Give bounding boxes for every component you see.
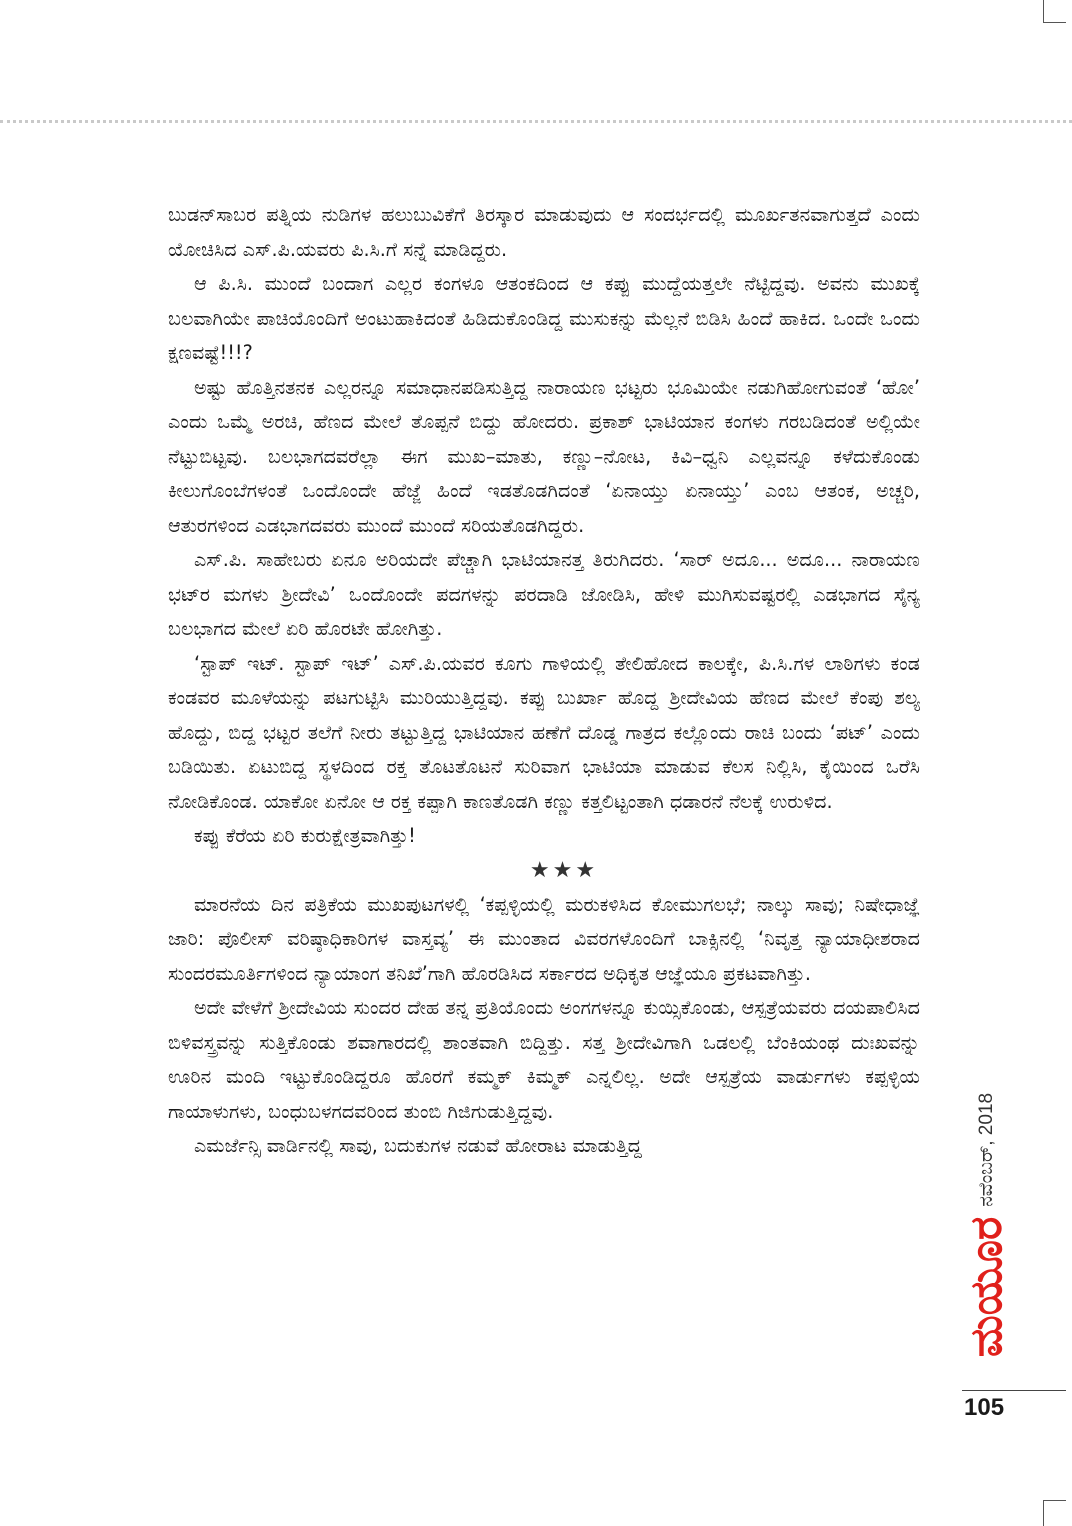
- section-break-stars: ★★★: [529, 857, 599, 883]
- page-number: 105: [964, 1394, 1005, 1421]
- paragraph: ಅಷ್ಟು ಹೊತ್ತಿನತನಕ ಎಲ್ಲರನ್ನೂ ಸಮಾಧಾನಪಡಿಸುತ್ತಿದ್ದ ನಾರಾಯಣ ಭಟ್ಟರು ಭೂಮಿಯೇ ನಡುಗಿಹೋಗುವಂತೆ ‘ಹೋ’ ಎಂದು ಒಮ್ಮೆ ಅರಚಿ, ಹೆಣದ ಮೇಲೆ ತೊಪ್ಪನೆ ಬಿದ್ದು ಹೋದರು. ಪ್ರಕಾಶ್ ಭಾಟಿಯಾನ ಕಂಗಳು ಗರಬಡಿದಂತೆ ಅಲ್ಲಿಯೇ ನೆಟ್ಟುಬಿಟ್ಟವು. ಬಲಭಾಗದವರೆಲ್ಲಾ ಈಗ ಮುಖ–ಮಾತು, ಕಣ್ಣು–ನೋಟ, ಕಿವಿ–ಧ್ವನಿ ಎಲ್ಲವನ್ನೂ ಕಳೆದುಕೊಂಡು ಕೀಲುಗೊಂಬೆಗಳಂತೆ ಒಂದೊಂದೇ ಹೆಜ್ಜೆ ಹಿಂದೆ ಇಡತೊಡಗಿದಂತೆ ‘ಏನಾಯ್ತು ಏನಾಯ್ತು’ ಎಂಬ ಆತಂಕ, ಅಚ್ಚರಿ, ಆತುರಗಳಿಂದ ಎಡಭಾಗದವರು ಮುಂದೆ ಮುಂದೆ ಸರಿಯತೊಡಗಿದ್ದರು.: [168, 375, 920, 537]
- magazine-brand: ಮಯೂರ: [961, 1216, 1012, 1358]
- crop-mark-bottom: [1043, 1500, 1066, 1526]
- issue-date: ನವೆಂಬರ್, 2018: [976, 1092, 997, 1207]
- paragraph: ಎಸ್.ಪಿ. ಸಾಹೇಬರು ಏನೂ ಅರಿಯದೇ ಪೆಚ್ಚಾಗಿ ಭಾಟಿಯಾನತ್ತ ತಿರುಗಿದರು. ‘ಸಾರ್ ಅದೂ... ಅದೂ... ನಾರಾಯಣ ಭಟ್‌ರ ಮಗಳು ಶ್ರೀದೇವಿ’ ಒಂದೊಂದೇ ಪದಗಳನ್ನು ಪರದಾಡಿ ಜೋಡಿಸಿ, ಹೇಳಿ ಮುಗಿಸುವಷ್ಟರಲ್ಲಿ ಎಡಭಾಗದ ಸೈನ್ಯ ಬಲಭಾಗದ ಮೇಲೆ ಏರಿ ಹೊರಟೇ ಹೋಗಿತ್ತು.: [168, 548, 920, 640]
- paragraph: ‘ಸ್ಟಾಪ್ ಇಟ್. ಸ್ಟಾಪ್ ಇಟ್’ ಎಸ್.ಪಿ.ಯವರ ಕೂಗು ಗಾಳಿಯಲ್ಲಿ ತೇಲಿಹೋದ ಕಾಲಕ್ಕೇ, ಪಿ.ಸಿ.ಗಳ ಲಾಠಿಗಳು ಕಂಡ ಕಂಡವರ ಮೂಳೆಯನ್ನು ಪಟಗುಟ್ಟಿಸಿ ಮುರಿಯುತ್ತಿದ್ದವು. ಕಪ್ಪು ಬುರ್ಖಾ ಹೊದ್ದ ಶ್ರೀದೇವಿಯ ಹೆಣದ ಮೇಲೆ ಕೆಂಪು ಶಲ್ಯ ಹೊದ್ದು, ಬಿದ್ದ ಭಟ್ಟರ ತಲೆಗೆ ನೀರು ತಟ್ಟುತ್ತಿದ್ದ ಭಾಟಿಯಾನ ಹಣೆಗೆ ದೊಡ್ಡ ಗಾತ್ರದ ಕಲ್ಲೊಂದು ರಾಚಿ ಬಂದು ‘ಪಟ್’ ಎಂದು ಬಡಿಯಿತು. ಏಟುಬಿದ್ದ ಸ್ಥಳದಿಂದ ರಕ್ತ ತೊಟತೊಟನೆ ಸುರಿವಾಗ ಭಾಟಿಯಾ ಮಾಡುವ ಕೆಲಸ ನಿಲ್ಲಿಸಿ, ಕೈಯಿಂದ ಒರೆಸಿ ನೋಡಿಕೊಂಡ. ಯಾಕೋ ಏನೋ ಆ ರಕ್ತ ಕಪ್ಪಾಗಿ ಕಾಣತೊಡಗಿ ಕಣ್ಣು ಕತ್ತಲಿಟ್ಟಂತಾಗಿ ಧಡಾರನೆ ನೆಲಕ್ಕೆ ಉರುಳಿದ.: [168, 651, 920, 813]
- paragraph: ಆ ಪಿ.ಸಿ. ಮುಂದೆ ಬಂದಾಗ ಎಲ್ಲರ ಕಂಗಳೂ ಆತಂಕದಿಂದ ಆ ಕಪ್ಪು ಮುದ್ದೆಯತ್ತಲೇ ನೆಟ್ಟಿದ್ದವು. ಅವನು ಮುಖಕ್ಕೆ ಬಲವಾಗಿಯೇ ಪಾಚಿಯೊಂದಿಗೆ ಅಂಟುಹಾಕಿದಂತೆ ಹಿಡಿದುಕೊಂಡಿದ್ದ ಮುಸುಕನ್ನು ಮೆಲ್ಲನೆ ಬಿಡಿಸಿ ಹಿಂದೆ ಹಾಕಿದ. ಒಂದೇ ಒಂದು ಕ್ಷಣವಷ್ಟೆ!!!?: [168, 272, 920, 364]
- header-dotted-rule: [0, 120, 1072, 123]
- paragraph: ಕಪ್ಪು ಕೆರೆಯ ಏರಿ ಕುರುಕ್ಷೇತ್ರವಾಗಿತ್ತು!: [194, 824, 416, 847]
- crop-mark-top: [1043, 0, 1066, 23]
- article-body: [168, 198, 920, 1164]
- paragraph: ಬುಡನ್‌ಸಾಬರ ಪತ್ನಿಯ ನುಡಿಗಳ ಹಲುಬುವಿಕೆಗೆ ತಿರಸ್ಕಾರ ಮಾಡುವುದು ಆ ಸಂದರ್ಭದಲ್ಲಿ ಮೂರ್ಖತನವಾಗುತ್ತದೆ ಎಂದು ಯೋಚಿಸಿದ ಎಸ್.ಪಿ.ಯವರು ಪಿ.ಸಿ.ಗೆ ಸನ್ನೆ ಮಾಡಿದ್ದರು.: [168, 203, 920, 261]
- paragraph: ಮಾರನೆಯ ದಿನ ಪತ್ರಿಕೆಯ ಮುಖಪುಟಗಳಲ್ಲಿ ‘ಕಪ್ಪಳ್ಳಿಯಲ್ಲಿ ಮರುಕಳಿಸಿದ ಕೋಮುಗಲಭೆ; ನಾಲ್ಕು ಸಾವು; ನಿಷೇಧಾಜ್ಞೆ ಜಾರಿ: ಪೊಲೀಸ್ ವರಿಷ್ಠಾಧಿಕಾರಿಗಳ ವಾಸ್ತವ್ಯ’ ಈ ಮುಂತಾದ ವಿವರಗಳೊಂದಿಗೆ ಬಾಕ್ಸಿನಲ್ಲಿ ‘ನಿವೃತ್ತ ನ್ಯಾಯಾಧೀಶರಾದ ಸುಂದರಮೂರ್ತಿಗಳಿಂದ ನ್ಯಾಯಾಂಗ ತನಿಖೆ’ಗಾಗಿ ಹೊರಡಿಸಿದ ಸರ್ಕಾರದ ಅಧಿಕೃತ ಆಜ್ಞೆಯೂ ಪ್ರಕಟವಾಗಿತ್ತು.: [168, 892, 920, 985]
- paragraph: ಎಮರ್ಜೆನ್ಸಿ ವಾರ್ಡಿನಲ್ಲಿ ಸಾವು, ಬದುಕುಗಳ ನಡುವೆ ಹೋರಾಟ ಮಾಡುತ್ತಿದ್ದ: [194, 1134, 642, 1157]
- paragraph: ಅದೇ ವೇಳೆಗೆ ಶ್ರೀದೇವಿಯ ಸುಂದರ ದೇಹ ತನ್ನ ಪ್ರತಿಯೊಂದು ಅಂಗಗಳನ್ನೂ ಕುಯ್ಸಿಕೊಂಡು, ಆಸ್ಪತ್ರೆಯವರು ದಯಪಾಲಿಸಿದ ಬಿಳಿವಸ್ತ್ರವನ್ನು ಸುತ್ತಿಕೊಂಡು ಶವಾಗಾರದಲ್ಲಿ ಶಾಂತವಾಗಿ ಬಿದ್ದಿತ್ತು. ಸತ್ತ ಶ್ರೀದೇವಿಗಾಗಿ ಒಡಲಲ್ಲಿ ಬೆಂಕಿಯಂಥ ದುಃಖವನ್ನು ಊರಿನ ಮಂದಿ ಇಟ್ಟುಕೊಂಡಿದ್ದರೂ ಹೊರಗೆ ಕಮ್ಮಕ್ ಕಿಮ್ಮಕ್ ಎನ್ನಲಿಲ್ಲ. ಅದೇ ಆಸ್ಪತ್ರೆಯ ವಾರ್ಡುಗಳು ಕಪ್ಪಳ್ಳಿಯ ಗಾಯಾಳುಗಳು, ಬಂಧುಬಳಗದವರಿಂದ ತುಂಬಿ ಗಿಜಿಗುಡುತ್ತಿದ್ದವು.: [168, 996, 920, 1123]
- margin-masthead: [962, 1070, 1012, 1380]
- footer-rule: [962, 1390, 1066, 1391]
